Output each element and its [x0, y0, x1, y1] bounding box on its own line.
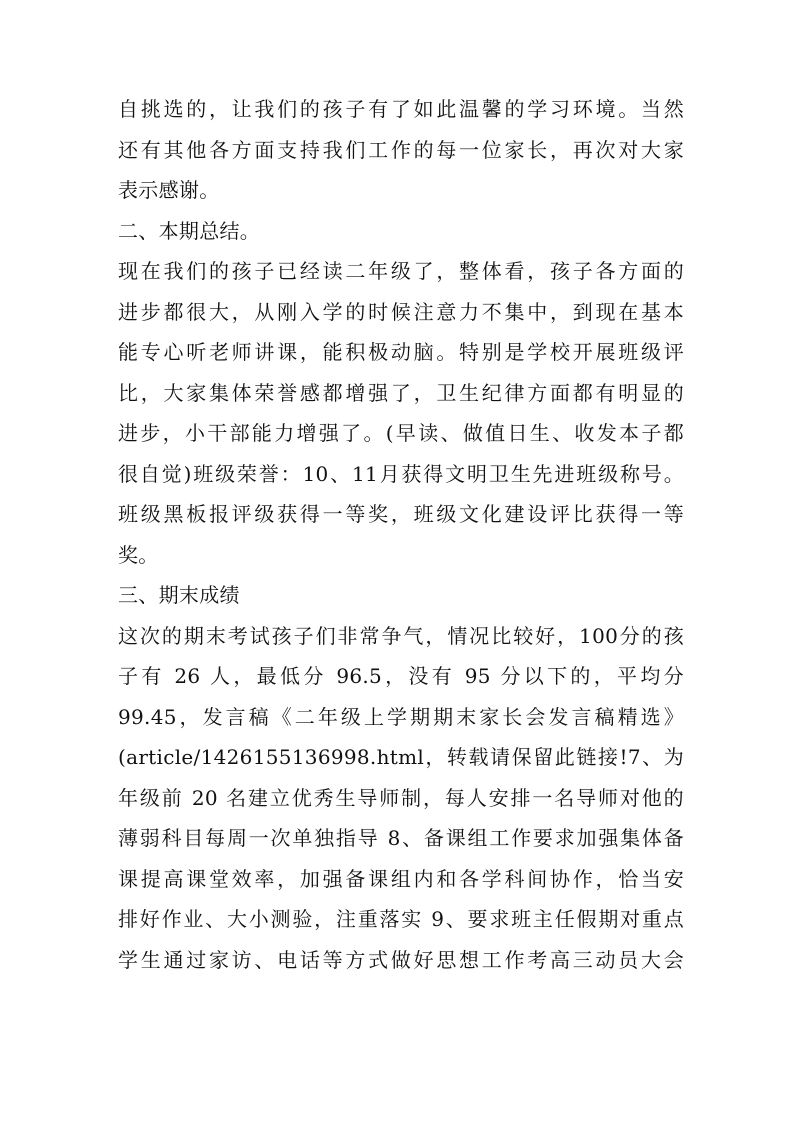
- paragraph-line: 现在我们的孩子已经读二年级了，整体看，孩子各方面的: [118, 259, 684, 283]
- document-body: [118, 89, 684, 980]
- paragraph-line: 课提高课堂效率，加强备课组内和各学科间协作，恰当安: [118, 866, 684, 891]
- paragraph-line: 子有 26 人，最低分 96.5，没有 95 分以下的，平均分: [118, 664, 684, 688]
- section-heading-results: 三、期末成绩: [118, 583, 240, 607]
- paragraph-line: 奖。: [118, 542, 159, 567]
- paragraph-line: 能专心听老师讲课，能积极动脑。特别是学校开展班级评: [118, 340, 684, 364]
- paragraph-line: 这次的期末考试孩子们非常争气，情况比较好，100分的孩: [118, 623, 684, 648]
- paragraph-line: (article/1426155136998.html，转载请保留此链接!7、为: [118, 745, 684, 769]
- paragraph-line: 进步，小干部能力增强了。(早读、做值日生、收发本子都: [118, 421, 684, 445]
- paragraph-line: 比，大家集体荣誉感都增强了，卫生纪律方面都有明显的: [118, 380, 684, 405]
- paragraph-line: 还有其他各方面支持我们工作的每一位家长，再次对大家: [118, 137, 684, 162]
- paragraph-line: 薄弱科目每周一次单独指导 8、备课组工作要求加强集体备: [118, 826, 684, 850]
- paragraph-line: 99.45，发言稿《二年级上学期期末家长会发言稿精选》: [118, 704, 684, 729]
- paragraph-line: 进步都很大，从刚入学的时候注意力不集中，到现在基本: [118, 299, 684, 324]
- section-heading-summary: 二、本期总结。: [118, 218, 261, 243]
- paragraph-line: 很自觉)班级荣誉：10、11月获得文明卫生先进班级称号。: [118, 461, 684, 486]
- paragraph-line: 排好作业、大小测验，注重落实 9、要求班主任假期对重点: [118, 907, 684, 931]
- paragraph-line: 表示感谢。: [118, 178, 220, 202]
- paragraph-line: 自挑选的，让我们的孩子有了如此温馨的学习环境。当然: [118, 97, 684, 121]
- paragraph-line: 班级黑板报评级获得一等奖，班级文化建设评比获得一等: [118, 502, 684, 526]
- paragraph-line: 学生通过家访、电话等方式做好思想工作考高三动员大会: [118, 947, 684, 972]
- paragraph-line: 年级前 20 名建立优秀生导师制，每人安排一名导师对他的: [118, 785, 684, 810]
